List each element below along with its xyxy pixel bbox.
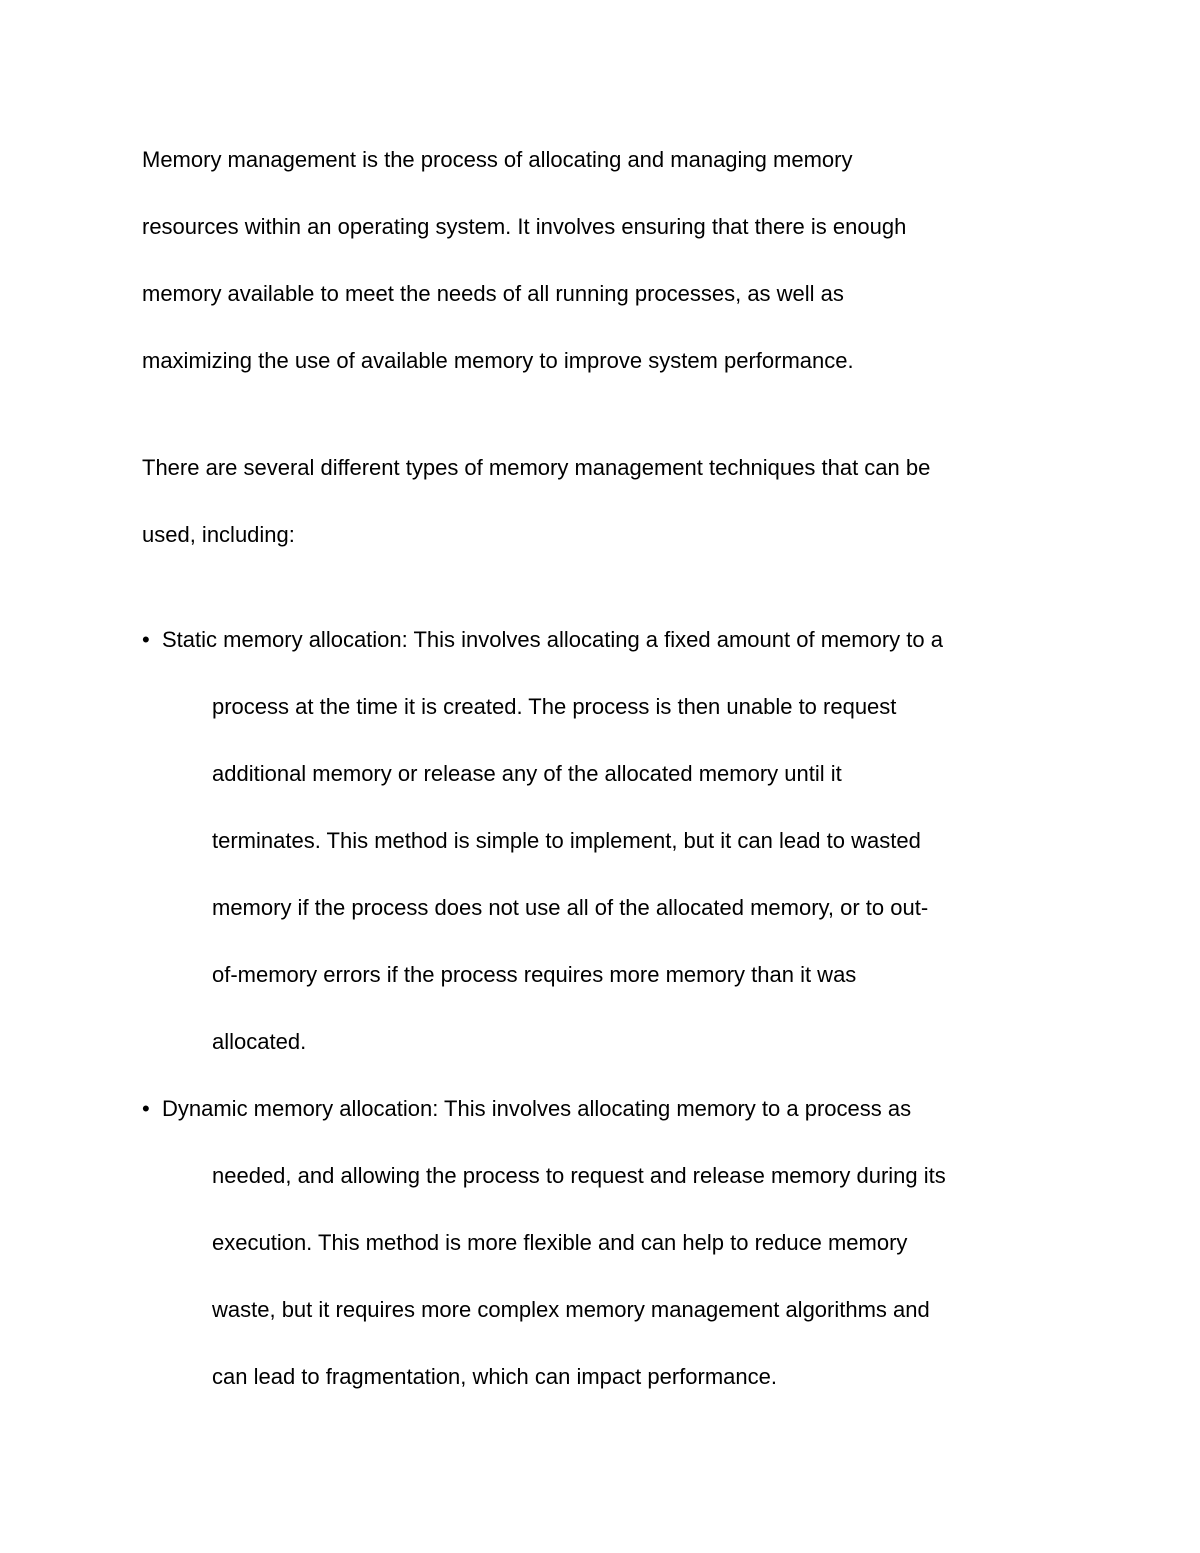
text-line: Memory management is the process of allocating and managing memory — [142, 147, 853, 172]
paragraph-intro — [142, 126, 1072, 394]
bullet-icon: • — [142, 1096, 150, 1121]
text-line: additional memory or release any of the allocated memory until it — [212, 761, 842, 786]
list-item-dynamic-allocation — [142, 1075, 1072, 1410]
text-line: resources within an operating system. It involves ensuring that there is enough — [142, 214, 907, 239]
text-line: of-memory errors if the process requires more memory than it was — [212, 962, 857, 987]
text-line: used, including: — [142, 522, 295, 547]
text-line: maximizing the use of available memory to improve system performance. — [142, 348, 854, 373]
list-item-static-allocation — [142, 606, 1072, 1075]
text-line: terminates. This method is simple to implement, but it can lead to wasted — [212, 828, 921, 853]
bullet-icon: • — [142, 627, 150, 652]
technique-list — [142, 606, 1072, 1410]
text-line: can lead to fragmentation, which can impact performance. — [212, 1364, 777, 1389]
list-item-text: Static memory allocation: This involves allocating a fixed amount of memory to a — [162, 627, 943, 652]
text-line: There are several different types of memory management techniques that can be — [142, 455, 931, 480]
text-line: memory if the process does not use all of the allocated memory, or to out- — [212, 895, 929, 920]
text-line: memory available to meet the needs of all running processes, as well as — [142, 281, 844, 306]
list-item-first-line — [142, 1075, 1072, 1142]
text-line: execution. This method is more flexible and can help to reduce memory — [212, 1230, 908, 1255]
list-item-text: Dynamic memory allocation: This involves allocating memory to a process as — [162, 1096, 912, 1121]
text-line: needed, and allowing the process to request and release memory during its — [212, 1163, 946, 1188]
text-line: allocated. — [212, 1029, 307, 1054]
text-line: process at the time it is created. The process is then unable to request — [212, 694, 897, 719]
text-line: waste, but it requires more complex memory management algorithms and — [212, 1297, 930, 1322]
paragraph-types — [142, 434, 1072, 568]
list-item-first-line — [142, 606, 1072, 673]
